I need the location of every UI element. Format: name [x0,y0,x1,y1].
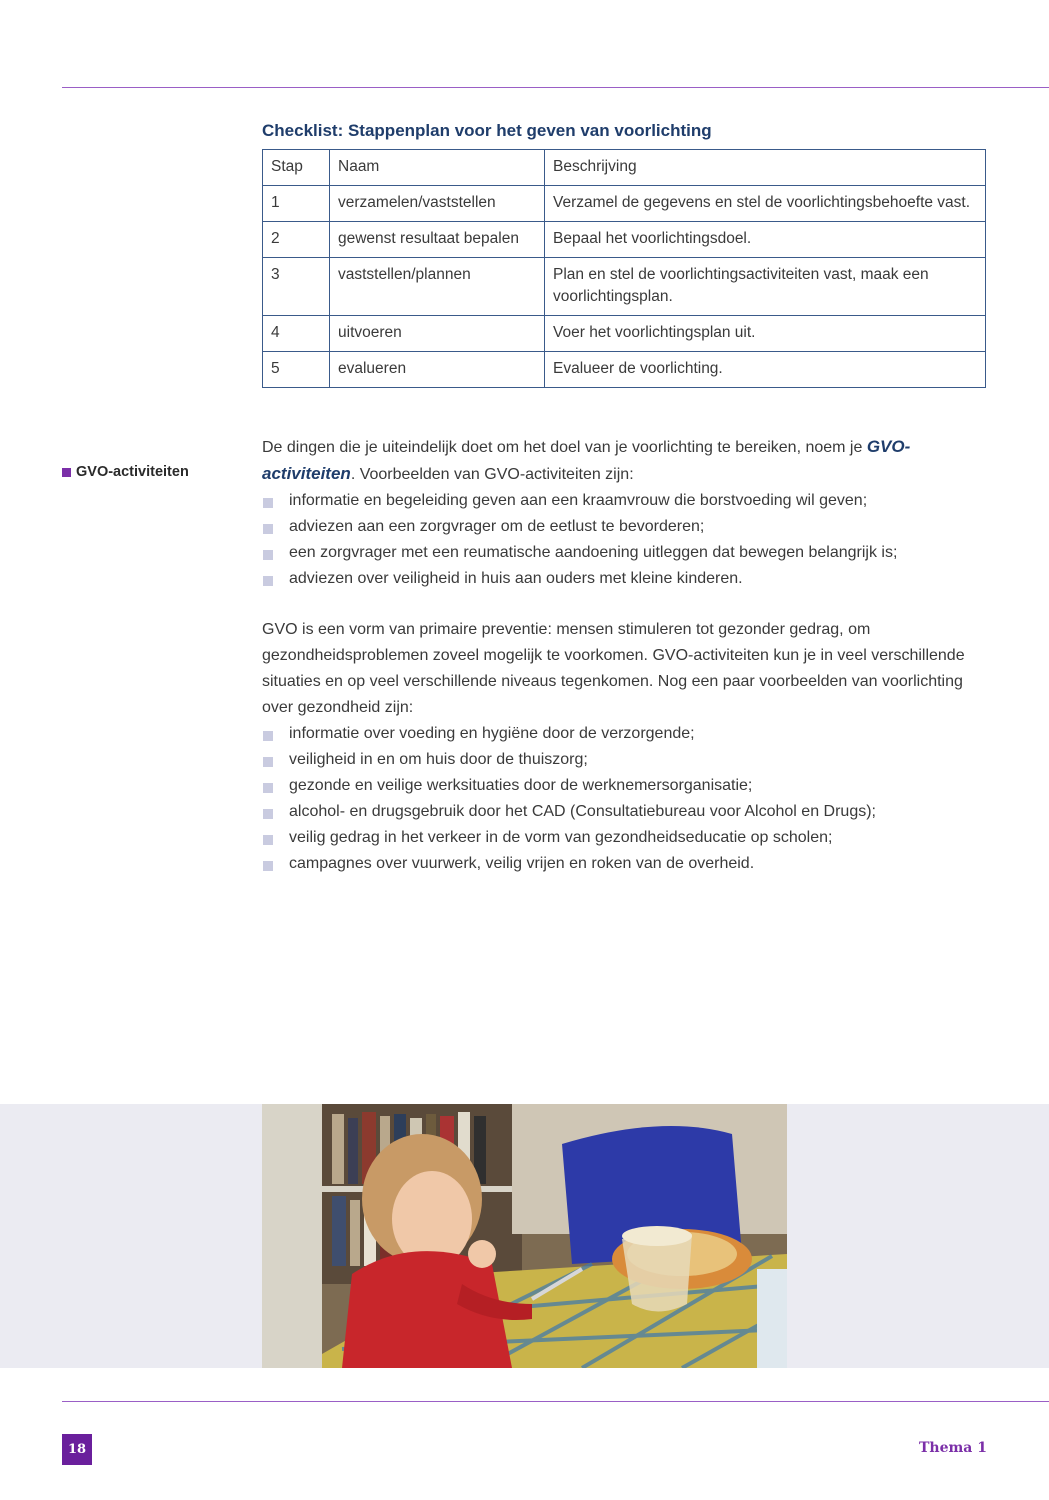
cell-naam: verzamelen/vaststellen [330,186,545,222]
square-bullet-icon [62,468,71,477]
examples-list [262,488,990,592]
intro-text: De dingen die je uiteindelijk doet om het doel van je voorlichting te bereiken, noem je [262,439,867,456]
square-bullet-icon [263,576,273,586]
square-bullet-icon [263,809,273,819]
list-item-text: veiligheid in en om huis door de thuiszorg; [289,751,588,768]
list-item-text: een zorgvrager met een reumatische aandoening uitleggen dat bewegen belangrijk is; [289,544,898,561]
square-bullet-icon [263,524,273,534]
margin-term-label: GVO-activiteiten [76,464,189,480]
margin-term [62,464,189,480]
section-label: Thema 1 [918,1440,987,1456]
square-bullet-icon [263,783,273,793]
list-item [262,540,990,566]
table-row [263,352,986,388]
table-row [263,186,986,222]
square-bullet-icon [263,550,273,560]
cell-naam: vaststellen/plannen [330,258,545,316]
prevention-paragraph: GVO is een vorm van primaire preventie: mensen stimuleren tot gezonder gedrag, om gezondheidsproblemen zoveel mogelijk te voorkomen. GVO-activiteiten kun je in veel verschillende situaties en op veel verschillende niveaus tegenkomen. Nog een paar voorbeelden van voorlichting over gezondheid zijn: [262,621,965,716]
section-gvo-activities [262,434,990,592]
cell-beschrijving: Voer het voorlichtingsplan uit. [545,316,986,352]
list-item [262,799,990,825]
table-row [263,316,986,352]
cell-stap: 2 [263,222,330,258]
header-naam: Naam [330,150,545,186]
list-item [262,851,990,877]
square-bullet-icon [263,498,273,508]
table-row [263,258,986,316]
more-examples-list [262,721,990,877]
table-header-row [263,150,986,186]
intro-paragraph [262,434,990,488]
list-item-text: informatie over voeding en hygiëne door de verzorgende; [289,725,695,742]
list-item [262,747,990,773]
table-title: Checklist: Stappenplan voor het geven van voorlichting [262,121,712,140]
bottom-rule [62,1401,1049,1402]
header-beschrijving: Beschrijving [545,150,986,186]
steps-table [262,149,986,388]
table-row [263,222,986,258]
list-item-text: informatie en begeleiding geven aan een kraamvrouw die borstvoeding wil geven; [289,492,868,509]
intro-text-end: . Voorbeelden van GVO-activiteiten zijn: [350,466,634,483]
list-item-text: gezonde en veilige werksituaties door de werknemersorganisatie; [289,777,753,794]
list-item [262,566,990,592]
cell-stap: 1 [263,186,330,222]
list-item-text: adviezen over veiligheid in huis aan ouders met kleine kinderen. [289,570,743,587]
page-number: 18 [62,1434,92,1465]
cell-naam: gewenst resultaat bepalen [330,222,545,258]
top-rule [62,87,1049,88]
list-item-text: adviezen aan een zorgvrager om de eetlust te bevorderen; [289,518,705,535]
cell-beschrijving: Verzamel de gegevens en stel de voorlichtingsbehoefte vast. [545,186,986,222]
photo-child-at-table [262,1104,787,1368]
cell-beschrijving: Plan en stel de voorlichtingsactiviteiten vast, maak een voorlichtingsplan. [545,258,986,316]
cell-beschrijving: Evalueer de voorlichting. [545,352,986,388]
list-item [262,514,990,540]
square-bullet-icon [263,757,273,767]
list-item [262,488,990,514]
square-bullet-icon [263,835,273,845]
section-prevention [262,617,990,877]
term-highlight: GVO-activiteiten [262,437,911,483]
list-item [262,721,990,747]
cell-beschrijving: Bepaal het voorlichtingsdoel. [545,222,986,258]
square-bullet-icon [263,861,273,871]
list-item [262,825,990,851]
list-item-text: alcohol- en drugsgebruik door het CAD (Consultatiebureau voor Alcohol en Drugs); [289,803,876,820]
header-stap: Stap [263,150,330,186]
cell-stap: 5 [263,352,330,388]
list-item [262,773,990,799]
cell-naam: evalueren [330,352,545,388]
cell-stap: 4 [263,316,330,352]
list-item-text: veilig gedrag in het verkeer in de vorm van gezondheidseducatie op scholen; [289,829,833,846]
square-bullet-icon [263,731,273,741]
cell-stap: 3 [263,258,330,316]
cell-naam: uitvoeren [330,316,545,352]
list-item-text: campagnes over vuurwerk, veilig vrijen en roken van de overheid. [289,855,755,872]
